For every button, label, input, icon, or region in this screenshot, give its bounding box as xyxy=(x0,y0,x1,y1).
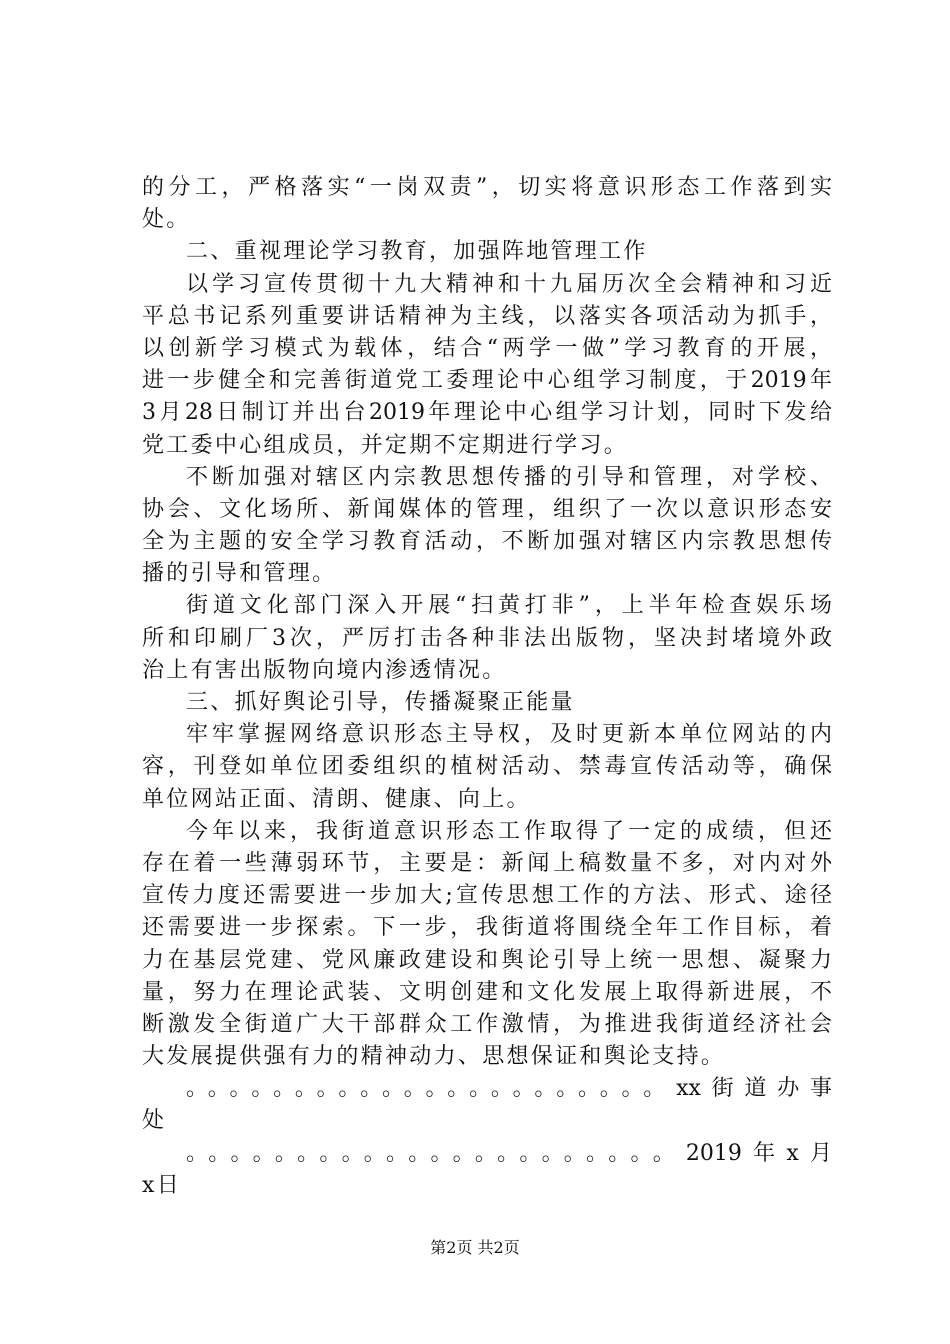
date-line: x日 xyxy=(142,1172,182,1198)
text-line: 今年以来，我街道意识形态工作取得了一定的成绩，但还 xyxy=(186,818,832,844)
text-line: 3月28日制订并出台2019年理论中心组学习计划，同时下发给 xyxy=(142,400,832,426)
page-number: 第2页 共2页 xyxy=(430,1238,520,1257)
text-line: 力在基层党建、党风廉政建设和舆论引导上统一思想、凝聚力 xyxy=(142,947,832,973)
text-line: 量，努力在理论武装、文明创建和文化发展上取得新进展，不 xyxy=(142,979,832,1005)
text-line: 进一步健全和完善街道党工委理论中心组学习制度，于2019年 xyxy=(142,368,832,394)
text-line: 所和印刷厂3次，严厉打击各种非法出版物，坚决封堵境外政 xyxy=(142,625,832,651)
text-line: 不断加强对辖区内宗教思想传播的引导和管理，对学校、 xyxy=(186,464,832,490)
signature-line: 。。。。。。。。。。。。。。。。。。。。。。xx街道办事 xyxy=(186,1076,832,1102)
text-line: 还需要进一步探索。下一步，我街道将围绕全年工作目标，着 xyxy=(142,915,832,941)
text-line: 以学习宣传贯彻十九大精神和十九届历次全会精神和习近 xyxy=(186,271,832,297)
text-line: 治上有害出版物向境内渗透情况。 xyxy=(142,657,507,683)
text-line: 全为主题的安全学习教育活动，不断加强对辖区内宗教思想传 xyxy=(142,529,832,555)
text-line: 容，刊登如单位团委组织的植树活动、禁毒宣传活动等，确保 xyxy=(142,754,832,780)
text-line: 街道文化部门深入开展“扫黄打非”，上半年检查娱乐场 xyxy=(186,593,832,619)
text-line: 大发展提供强有力的精神动力、思想保证和舆论支持。 xyxy=(142,1044,726,1070)
text-line: 存在着一些薄弱环节，主要是：新闻上稿数量不多，对内对外 xyxy=(142,850,832,876)
date-line: 。。。。。。。。。。。。。。。。。。。。。。2019年x月 xyxy=(186,1140,832,1166)
text-line: 党工委中心组成员，并定期不定期进行学习。 xyxy=(142,432,629,458)
text-line: 的分工，严格落实“一岗双责”，切实将意识形态工作落到实 xyxy=(142,175,832,200)
section-heading: 二、重视理论学习教育，加强阵地管理工作 xyxy=(186,239,648,265)
text-line: 以创新学习模式为载体，结合“两学一做”学习教育的开展， xyxy=(142,335,832,361)
text-line: 牢牢掌握网络意识形态主导权，及时更新本单位网站的内 xyxy=(186,722,832,748)
document-body xyxy=(142,172,832,1202)
text-line: 平总书记系列重要讲话精神为主线，以落实各项活动为抓手， xyxy=(142,303,832,329)
text-line: 播的引导和管理。 xyxy=(142,561,337,587)
signature-line: 处 xyxy=(142,1108,167,1134)
section-heading: 三、抓好舆论引导，传播凝聚正能量 xyxy=(186,690,575,715)
text-line: 宣传力度还需要进一步加大;宣传思想工作的方法、形式、途径 xyxy=(142,883,832,909)
text-line: 协会、文化场所、新闻媒体的管理，组织了一次以意识形态安 xyxy=(142,496,832,522)
text-line: 断激发全街道广大干部群众工作激情，为推进我街道经济社会 xyxy=(142,1011,832,1037)
text-line: 处。 xyxy=(142,207,191,233)
text-line: 单位网站正面、清朗、健康、向上。 xyxy=(142,786,531,812)
